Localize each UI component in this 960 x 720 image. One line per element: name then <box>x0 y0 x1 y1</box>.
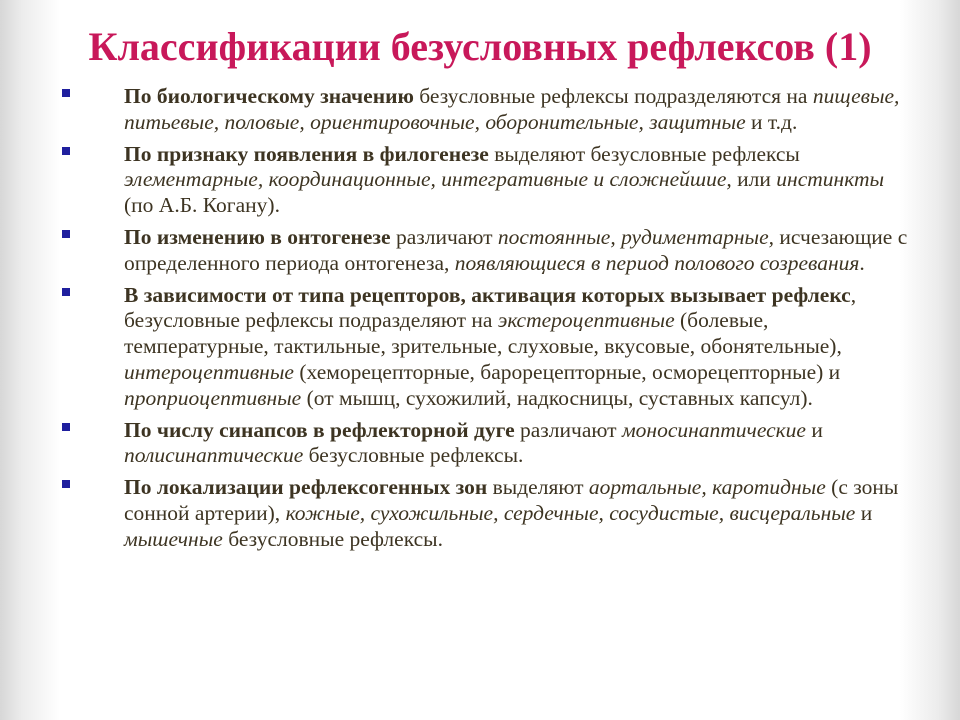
italic-term: инстинкты <box>776 167 885 192</box>
square-bullet-icon <box>62 230 70 238</box>
bullet-list <box>62 84 912 559</box>
text-run: различают <box>514 417 622 442</box>
text-run: и <box>805 417 823 442</box>
text-run: , безусловные рефлексы подразделяют на <box>124 282 857 333</box>
text-run: исчезающие с определенного периода онтогенеза, <box>124 224 908 275</box>
bold-term: В зависимости от типа рецепторов, активация которых вызывает рефлекс <box>124 282 851 307</box>
italic-term: интероцептивные <box>124 359 294 384</box>
text-run: (с зоны сонной артерии), <box>124 475 899 525</box>
bullet-item <box>62 475 912 552</box>
italic-term: проприоцептивные <box>124 385 302 410</box>
text-run: (от мышц, сухожилий, надкосницы, суставных капсул). <box>301 385 813 410</box>
bold-term: По изменению в онтогенезе <box>124 224 391 249</box>
italic-term: экстероцептивные <box>497 308 675 333</box>
italic-term: появляющиеся в период полового созревания <box>454 250 860 275</box>
bold-term: По биологическому значению <box>124 84 414 108</box>
bullet-item <box>62 418 912 470</box>
bullet-text <box>124 84 899 134</box>
bullet-text <box>124 225 907 275</box>
bullet-item <box>62 84 912 136</box>
bullet-text <box>124 283 856 410</box>
bold-term: По признаку появления в филогенезе <box>124 141 489 166</box>
text-run: безусловные рефлексы. <box>303 443 524 468</box>
text-run: или <box>731 167 777 192</box>
square-bullet-icon <box>62 89 70 97</box>
text-run: и <box>855 500 873 525</box>
italic-term: постоянные, рудиментарные, <box>497 224 775 249</box>
italic-term: полисинаптические <box>124 443 304 468</box>
square-bullet-icon <box>62 147 70 155</box>
text-run: различают <box>390 224 498 249</box>
text-run: (болевые, температурные, тактильные, зрительные, слуховые, вкусовые, обонятельные), <box>124 308 842 359</box>
italic-term: кожные, сухожильные, сердечные, сосудистые, висцеральные <box>285 500 856 525</box>
bullet-item <box>62 225 912 277</box>
italic-term: пищевые, питьевые, половые, ориентировочные, оборонительные, защитные <box>124 84 900 134</box>
bullet-text <box>124 475 898 551</box>
text-run: безусловные рефлексы подразделяются на <box>413 84 813 108</box>
bold-term: По числу синапсов в рефлекторной дуге <box>124 417 515 442</box>
square-bullet-icon <box>62 423 70 431</box>
square-bullet-icon <box>62 288 70 296</box>
bullet-item <box>62 283 912 412</box>
text-run: безусловные рефлексы. <box>222 526 443 551</box>
square-bullet-icon <box>62 480 70 488</box>
bullet-text <box>124 418 823 468</box>
bold-term: По локализации рефлексогенных зон <box>124 475 488 500</box>
italic-term: элементарные, координационные, интегративные и сложнейшие, <box>124 167 732 192</box>
text-run: (по А.Б. Когану). <box>124 193 280 218</box>
text-run: (хеморецепторные, барорецепторные, осморецепторные) и <box>293 359 841 384</box>
italic-term: мышечные <box>124 526 223 551</box>
italic-term: аортальные, каротидные <box>588 475 826 500</box>
text-run: выделяют безусловные рефлексы <box>488 141 800 166</box>
text-run: и т.д. <box>745 109 798 134</box>
slide-title: Классификации безусловных рефлексов (1) <box>88 24 872 69</box>
bullet-text <box>124 142 884 218</box>
text-run: . <box>859 250 865 275</box>
text-run: выделяют <box>487 475 589 500</box>
italic-term: моносинаптические <box>621 417 806 442</box>
bullet-item <box>62 142 912 219</box>
